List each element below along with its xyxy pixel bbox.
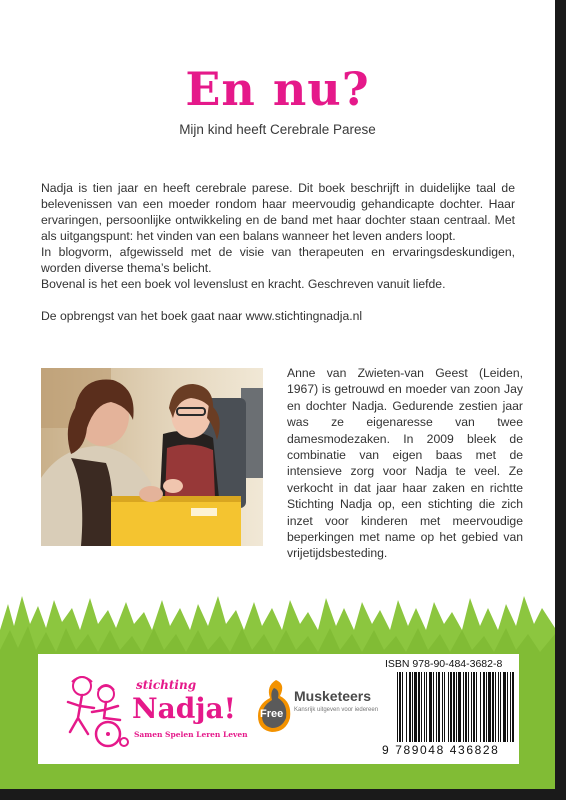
- children-wheelchair-icon: [60, 672, 130, 750]
- logo-stichting-text: stichting: [136, 678, 197, 692]
- logo-free-text: Free: [260, 708, 284, 720]
- isbn-label: ISBN 978-90-484-3682-8: [385, 658, 503, 670]
- blurb-paragraph: Nadja is tien jaar en heeft cerebrale parese. Dit boek beschrijft in duidelijke taal de belevenissen van een moeder rondom haar meervoudig gehandicapte dochter. Haar ervaringen, persoonlijke ontwikkeling en de band met haar dochter staan centraal. Met als uitgangspunt: het vinden van een balans wanneer het leven anders loopt.: [41, 181, 515, 243]
- logo-nadja-text: Nadja!: [132, 692, 236, 725]
- author-bio: Anne van Zwieten-van Geest (Leiden, 1967) is getrouwd en moeder van zoon Jay en dochter Nadja. Gedurende zestien jaar was ze eigenaresse van twee damesmodezaken. In 2009 bleek de combinatie van eigen baas met de intensieve zorg voor Nadja te veel. Ze verkocht in dat jaar haar zaken en richtte Stichting Nadja op, een stichting die zich inzet voor kinderen met meervoudige beperkingen met name op het gebied van vrijetijdsbesteding.: [287, 366, 523, 561]
- logo-tagline: Samen Spelen Leren Leven: [134, 730, 248, 739]
- footer-box: [38, 654, 519, 764]
- barcode-icon: [396, 672, 514, 742]
- barcode-digits: 9 789048 436828: [382, 743, 500, 757]
- logo-musketeers-text: Musketeers: [294, 688, 372, 704]
- book-blurb: [41, 180, 515, 324]
- stichting-nadja-logo: [60, 672, 248, 750]
- blurb-paragraph: In blogvorm, afgewisseld met de visie van therapeuten en ervaringsdeskundigen, worden diverse thema’s belicht.: [41, 245, 515, 275]
- author-photo: [41, 368, 263, 546]
- free-musketeers-logo: [256, 678, 396, 738]
- book-title: En nu?: [185, 62, 370, 116]
- proceeds-note: De opbrengst van het boek gaat naar www.stichtingnadja.nl: [41, 309, 363, 323]
- logo-publisher-tagline: Kansrijk uitgeven voor iedereen: [294, 707, 379, 713]
- book-subtitle: Mijn kind heeft Cerebrale Parese: [179, 122, 376, 137]
- publisher-shape-icon: [256, 678, 296, 734]
- blurb-paragraph: Bovenal is het een boek vol levenslust en kracht. Geschreven vanuit liefde.: [41, 277, 446, 291]
